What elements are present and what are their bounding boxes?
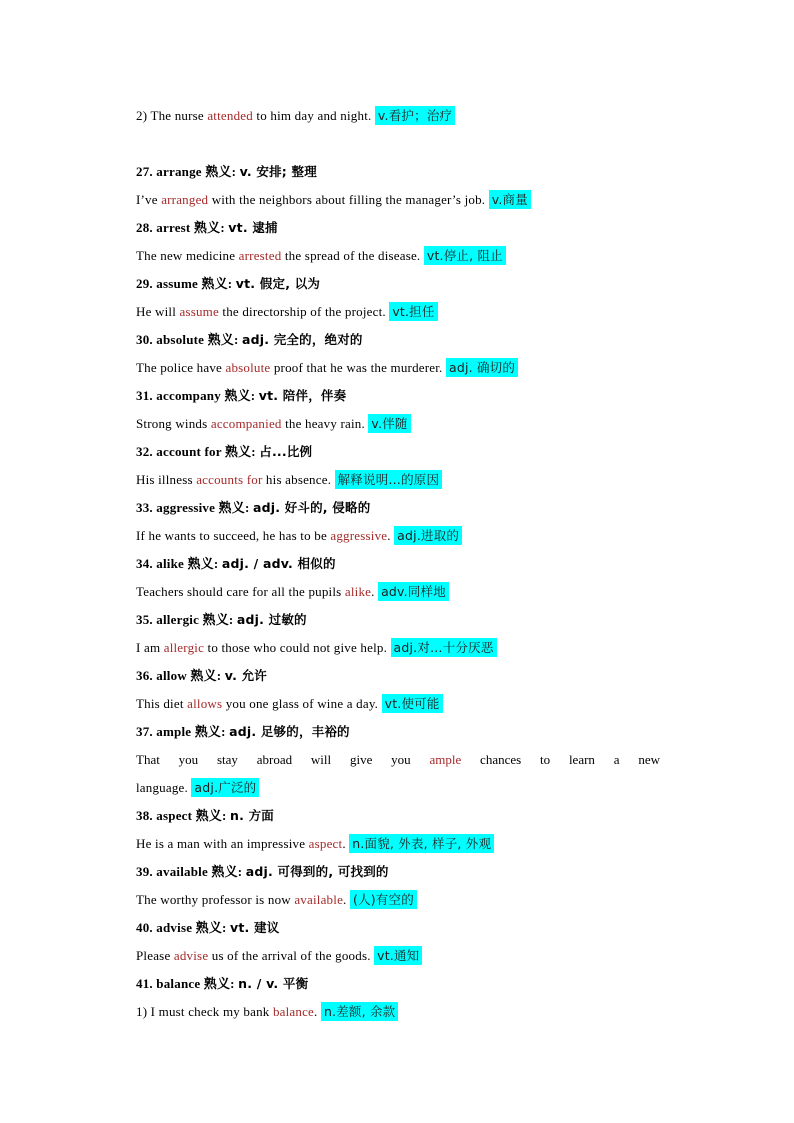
sentence-text: the heavy rain. xyxy=(281,416,369,431)
highlighted-meaning: adj. 确切的 xyxy=(446,358,518,377)
highlighted-meaning: vt.停止, 阻止 xyxy=(424,246,506,265)
keyword: aggressive xyxy=(330,528,388,543)
entry-common-meaning: adj. 过敏的 xyxy=(236,612,307,627)
highlighted-meaning: vt.担任 xyxy=(389,302,437,321)
highlighted-meaning: (人)有空的 xyxy=(350,890,417,909)
sentence-text: Strong winds xyxy=(136,416,211,431)
entry-word: 39. available 熟义: xyxy=(136,864,246,879)
entry-word: 32. account for 熟义: xyxy=(136,444,260,459)
sentence-text: Teachers should care for all the pupils xyxy=(136,584,345,599)
sentence-text: If he wants to succeed, he has to be xyxy=(136,528,331,543)
sentence-word: chances xyxy=(480,752,522,767)
sentence-text: Please xyxy=(136,948,174,963)
vocab-list xyxy=(136,158,660,718)
example-sentence xyxy=(136,298,660,326)
example-sentence xyxy=(136,634,660,662)
sentence-word: new xyxy=(638,752,660,767)
highlighted-meaning: v.商量 xyxy=(489,190,531,209)
highlighted-meaning: vt.通知 xyxy=(374,946,422,965)
entry-common-meaning: adj. 足够的，丰裕的 xyxy=(229,724,350,739)
keyword: allows xyxy=(187,696,223,711)
sentence-text: 2) The nurse xyxy=(136,108,208,123)
example-sentence xyxy=(136,690,660,718)
entry-heading xyxy=(136,606,660,634)
entry-common-meaning: vt. 假定, 以为 xyxy=(235,276,321,291)
sentence-text: language. xyxy=(136,780,192,795)
highlighted-meaning: vt.使可能 xyxy=(382,694,443,713)
entry-heading xyxy=(136,970,660,998)
example-sentence xyxy=(136,522,660,550)
entry-heading xyxy=(136,270,660,298)
example-sentence xyxy=(136,886,660,914)
entry-common-meaning: vt. 陪伴，伴奏 xyxy=(258,388,347,403)
entry-word: 40. advise 熟义: xyxy=(136,920,230,935)
keyword: arranged xyxy=(161,192,209,207)
sentence-text: the spread of the disease. xyxy=(281,248,424,263)
entry-common-meaning: vt. 建议 xyxy=(230,920,280,935)
example-sentence xyxy=(136,942,660,970)
keyword: attended xyxy=(207,108,253,123)
highlighted-meaning: 解释说明…的原因 xyxy=(335,470,443,489)
entry-heading xyxy=(136,494,660,522)
entry-common-meaning: adj. 完全的，绝对的 xyxy=(241,332,363,347)
sentence-text: proof that he was the murderer. xyxy=(270,360,446,375)
example-sentence xyxy=(136,102,660,130)
entry-heading xyxy=(136,326,660,354)
keyword: arrested xyxy=(238,248,282,263)
entry-heading xyxy=(136,802,660,830)
sentence-text: He is a man with an impressive xyxy=(136,836,309,851)
entry-word: 33. aggressive 熟义: xyxy=(136,500,253,515)
entry-common-meaning: 占...比例 xyxy=(259,444,313,459)
entry-word: 28. arrest 熟义: xyxy=(136,220,229,235)
example-sentence xyxy=(136,186,660,214)
keyword: ample xyxy=(429,752,462,767)
entry-heading xyxy=(136,858,660,886)
entry-heading xyxy=(136,550,660,578)
entry-heading xyxy=(136,662,660,690)
entry-common-meaning: adj. 好斗的, 侵略的 xyxy=(252,500,371,515)
example-sentence xyxy=(136,354,660,382)
entry-heading xyxy=(136,718,660,746)
sentence-text: This diet xyxy=(136,696,188,711)
entry-word: 37. ample 熟义: xyxy=(136,724,230,739)
sentence-word: abroad xyxy=(256,752,293,767)
entry-heading xyxy=(136,158,660,186)
sentence-text: The police have xyxy=(136,360,226,375)
sentence-word: give xyxy=(349,752,373,767)
sentence-text: the directorship of the project. xyxy=(218,304,390,319)
example-sentence-line xyxy=(136,746,660,774)
entry-word: 29. assume 熟义: xyxy=(136,276,236,291)
sentence-text: . xyxy=(314,1004,321,1019)
sentence-text: I’ve xyxy=(136,192,162,207)
entry-word: 27. arrange 熟义: xyxy=(136,164,240,179)
entry-heading xyxy=(136,382,660,410)
sentence-text: . xyxy=(342,836,350,851)
keyword: advise xyxy=(173,948,209,963)
keyword: available xyxy=(294,892,344,907)
keyword: absolute xyxy=(225,360,271,375)
sentence-text: The new medicine xyxy=(136,248,239,263)
sentence-text: us of the arrival of the goods. xyxy=(208,948,375,963)
entry-word: 34. alike 熟义: xyxy=(136,556,222,571)
entry-heading xyxy=(136,914,660,942)
example-sentence xyxy=(136,578,660,606)
sentence-text: to him day and night. xyxy=(252,108,375,123)
highlighted-meaning: v.伴随 xyxy=(368,414,410,433)
sentence-word: to xyxy=(540,752,551,767)
keyword: balance xyxy=(272,1004,315,1019)
sentence-text: his absence. xyxy=(262,472,335,487)
entry-word: 30. absolute 熟义: xyxy=(136,332,242,347)
sentence-text: He will xyxy=(136,304,180,319)
spacer xyxy=(136,130,660,158)
entry-common-meaning: adj. 可得到的, 可找到的 xyxy=(245,864,389,879)
sentence-word: you xyxy=(391,752,411,767)
entry-word: 31. accompany 熟义: xyxy=(136,388,259,403)
keyword: aspect xyxy=(308,836,343,851)
sentence-text: . xyxy=(371,584,379,599)
highlighted-meaning: adj.广泛的 xyxy=(191,778,259,797)
sentence-text: I am xyxy=(136,640,164,655)
entry-common-meaning: v. 允许 xyxy=(224,668,267,683)
sentence-word: stay xyxy=(216,752,238,767)
entry-common-meaning: n. 方面 xyxy=(230,808,274,823)
keyword: accompanied xyxy=(210,416,282,431)
example-sentence xyxy=(136,998,660,1026)
sentence-text: . xyxy=(343,892,350,907)
sentence-text: 1) I must check my bank xyxy=(136,1004,273,1019)
entry-word: 38. aspect 熟义: xyxy=(136,808,230,823)
sentence-word: That xyxy=(136,752,160,767)
keyword: allergic xyxy=(163,640,205,655)
sentence-word: you xyxy=(178,752,199,767)
keyword: accounts for xyxy=(196,472,263,487)
entry-word: 36. allow 熟义: xyxy=(136,668,225,683)
sentence-text: you one glass of wine a day. xyxy=(222,696,382,711)
highlighted-meaning: adj.进取的 xyxy=(394,526,462,545)
entry-heading xyxy=(136,438,660,466)
example-sentence xyxy=(136,410,660,438)
example-sentence xyxy=(136,242,660,270)
sentence-text: . xyxy=(387,528,395,543)
entry-common-meaning: v. 安排; 整理 xyxy=(239,164,317,179)
highlighted-meaning: adj.对…十分厌恶 xyxy=(391,638,497,657)
sentence-word: will xyxy=(310,752,332,767)
example-sentence-line xyxy=(136,774,660,802)
entry-common-meaning: vt. 逮捕 xyxy=(228,220,278,235)
sentence-text: His illness xyxy=(136,472,197,487)
highlighted-meaning: v.看护；治疗 xyxy=(375,106,455,125)
keyword: assume xyxy=(179,304,219,319)
keyword: alike xyxy=(344,584,372,599)
entry-common-meaning: n. / v. 平衡 xyxy=(238,976,309,991)
sentence-word: a xyxy=(613,752,620,767)
document-page xyxy=(136,102,660,1026)
highlighted-meaning: n.面貌, 外表, 样子, 外观 xyxy=(349,834,494,853)
entry-word: 41. balance 熟义: xyxy=(136,976,239,991)
sentence-word: learn xyxy=(568,752,595,767)
sentence-text: with the neighbors about filling the manager’s job. xyxy=(208,192,489,207)
example-sentence xyxy=(136,830,660,858)
vocab-list xyxy=(136,802,660,1026)
highlighted-meaning: n.差额, 余款 xyxy=(321,1002,398,1021)
sentence-text: to those who could not give help. xyxy=(204,640,391,655)
highlighted-meaning: adv.同样地 xyxy=(378,582,449,601)
sentence-text: The worthy professor is now xyxy=(136,892,295,907)
entry-word: 35. allergic 熟义: xyxy=(136,612,237,627)
entry-heading xyxy=(136,214,660,242)
example-sentence xyxy=(136,466,660,494)
entry-common-meaning: adj. / adv. 相似的 xyxy=(221,556,336,571)
